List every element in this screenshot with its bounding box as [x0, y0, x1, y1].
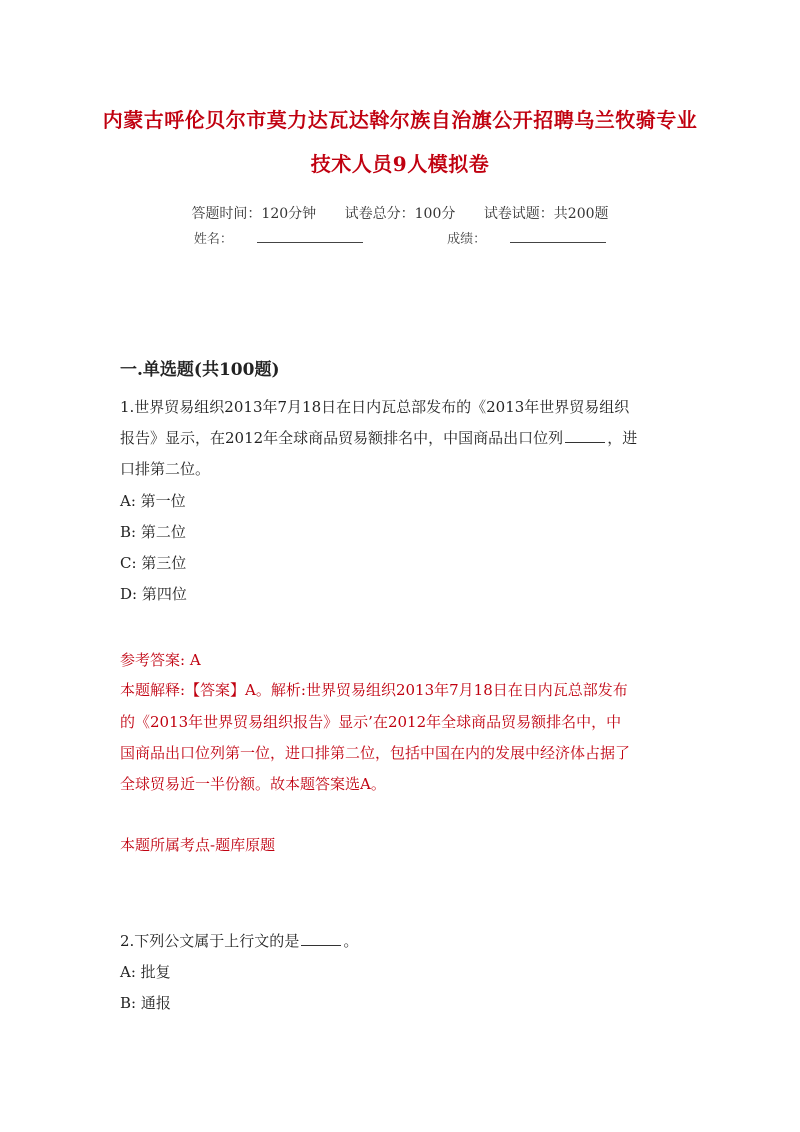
option-a: A: 第一位 [120, 492, 186, 510]
explanation-line4: 全球贸易近一半份额。故本题答案选A。 [120, 775, 386, 793]
section-title: 一.单选题(共100题) [120, 360, 280, 380]
question-1-line3: 口排第二位。 [120, 460, 211, 478]
score-label: 成绩： [447, 232, 487, 247]
answer-blank [565, 430, 605, 443]
exam-title-line1: 内蒙古呼伦贝尔市莫力达瓦达斡尔族自治旗公开招聘乌兰牧骑专业 [102, 108, 698, 132]
explanation-line2: 的《2013年世界贸易组织报告》显示’在2012年全球商品贸易额排名中，中 [120, 713, 622, 731]
candidate-info [0, 228, 800, 247]
explanation-line1: 本题解释:【答案】A。解析:世界贸易组织2013年7月18日在日内瓦总部发布 [120, 681, 628, 699]
q2-option-b: B: 通报 [120, 994, 171, 1012]
exam-title-line2: 技术人员9人模拟卷 [310, 152, 490, 176]
option-b: B: 第二位 [120, 523, 186, 541]
answer-blank [301, 933, 341, 946]
question-2-text-end: 。 [343, 932, 359, 950]
option-c: C: 第三位 [120, 554, 187, 572]
name-blank [257, 230, 363, 243]
question-2-text: 2.下列公文属于上行文的是 [120, 932, 300, 950]
exam-total-score: 试卷总分：100分 [344, 206, 456, 222]
exam-meta [0, 203, 800, 223]
question-2-line1 [120, 927, 685, 955]
option-d: D: 第四位 [120, 585, 187, 603]
explanation-line3: 国商品出口位列第一位，进口排第二位，包括中国在内的发展中经济体占据了 [120, 744, 631, 762]
reference-answer: 参考答案: A [120, 651, 201, 669]
q2-option-a: A: 批复 [120, 963, 171, 981]
exam-question-count: 试卷试题：共200题 [483, 206, 609, 222]
score-blank [510, 230, 606, 243]
knowledge-point: 本题所属考点-题库原题 [120, 836, 276, 854]
question-1-text-cont: ，进 [607, 429, 638, 447]
name-label: 姓名： [193, 232, 233, 247]
question-1-line1: 1.世界贸易组织2013年7月18日在日内瓦总部发布的《2013年世界贸易组织 [120, 398, 630, 416]
question-1-text: 报告》显示，在2012年全球商品贸易额排名中，中国商品出口位列 [120, 429, 564, 447]
question-1-line2 [120, 424, 685, 452]
exam-time: 答题时间：120分钟 [191, 206, 317, 222]
